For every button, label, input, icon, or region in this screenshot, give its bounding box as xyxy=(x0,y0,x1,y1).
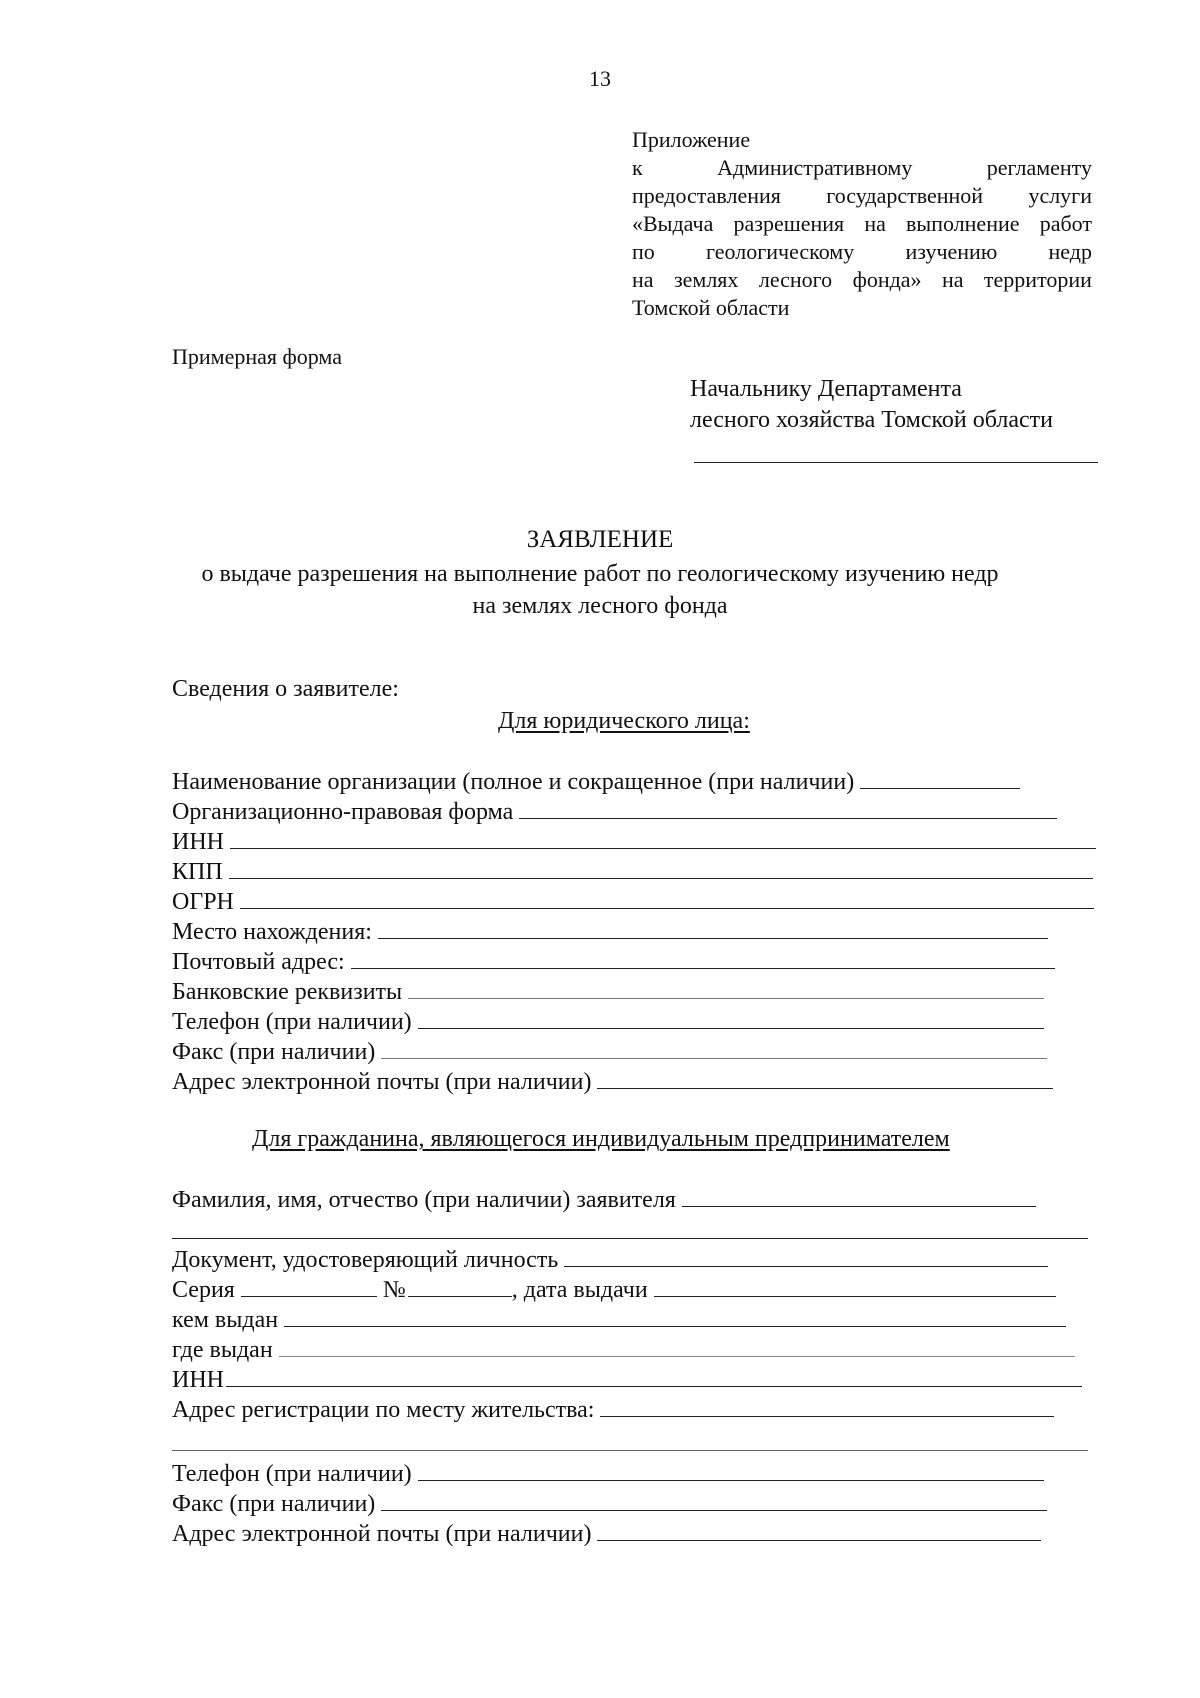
addressee-name-field[interactable] xyxy=(694,462,1098,463)
phone-row xyxy=(172,1008,1044,1036)
appendix-word: землях xyxy=(673,267,739,292)
org-name-field[interactable] xyxy=(860,768,1020,789)
email-label: Адрес электронной почты (при наличии) xyxy=(172,1069,592,1095)
individual-inn-row xyxy=(172,1366,1082,1394)
postal-address-label: Почтовый адрес: xyxy=(172,949,345,975)
full-name-field[interactable] xyxy=(682,1186,1036,1207)
addressee-line-2: лесного хозяйства Томской области xyxy=(690,407,1053,433)
individual-inn-label: ИНН xyxy=(172,1367,224,1393)
fax-label: Факс (при наличии) xyxy=(172,1039,376,1065)
reg-address-field[interactable] xyxy=(600,1396,1054,1417)
appendix-word: геологическому xyxy=(706,239,855,264)
individual-email-row xyxy=(172,1520,1041,1548)
legal-form-row xyxy=(172,798,1057,826)
issued-where-field[interactable] xyxy=(279,1336,1075,1357)
inn-field[interactable] xyxy=(230,828,1096,849)
kpp-row xyxy=(172,858,1093,886)
individual-fax-row xyxy=(172,1490,1047,1518)
appendix-word: по xyxy=(632,239,655,264)
appendix-line-2 xyxy=(632,154,1092,182)
phone-label: Телефон (при наличии) xyxy=(172,1009,412,1035)
appendix-word: Административному xyxy=(717,155,913,180)
appendix-word: «Выдача xyxy=(632,211,714,236)
postal-address-field[interactable] xyxy=(351,948,1055,969)
reg-address-row xyxy=(172,1396,1054,1424)
full-name-label: Фамилия, имя, отчество (при наличии) заявителя xyxy=(172,1187,676,1213)
appendix-word: на xyxy=(941,267,964,292)
passport-series-row xyxy=(172,1276,1056,1304)
email-row xyxy=(172,1068,1053,1096)
inn-row xyxy=(172,828,1096,856)
appendix-word: недр xyxy=(1048,239,1092,264)
bank-details-label: Банковские реквизиты xyxy=(172,979,403,1005)
reg-address-continuation-field[interactable] xyxy=(172,1450,1088,1451)
phone-field[interactable] xyxy=(418,1008,1044,1029)
applicant-info-heading: Сведения о заявителе: xyxy=(172,676,399,702)
appendix-word: услуги xyxy=(1028,183,1092,208)
appendix-word: разрешения xyxy=(733,211,845,236)
org-name-label: Наименование организации (полное и сокращенное (при наличии) xyxy=(172,769,855,795)
fax-row xyxy=(172,1038,1047,1066)
legal-form-field[interactable] xyxy=(519,798,1057,819)
issue-date-label: , дата выдачи xyxy=(511,1277,648,1303)
individual-phone-label: Телефон (при наличии) xyxy=(172,1461,412,1487)
appendix-word: изучению xyxy=(905,239,998,264)
individual-phone-field[interactable] xyxy=(418,1460,1044,1481)
individual-fax-label: Факс (при наличии) xyxy=(172,1491,376,1517)
document-subtitle xyxy=(0,558,1200,622)
kpp-field[interactable] xyxy=(229,858,1093,879)
org-name-row xyxy=(172,768,1020,796)
appendix-word: работ xyxy=(1039,211,1092,236)
appendix-word: лесного xyxy=(758,267,833,292)
addressee-line-1: Начальнику Департамента xyxy=(690,376,962,402)
identity-doc-label: Документ, удостоверяющий личность xyxy=(172,1247,559,1273)
appendix-line-6 xyxy=(632,266,1092,294)
appendix-line-5 xyxy=(632,238,1092,266)
issue-date-field[interactable] xyxy=(654,1276,1056,1297)
page-number: 13 xyxy=(589,66,611,91)
postal-address-row xyxy=(172,948,1055,976)
number-label: № xyxy=(382,1277,406,1303)
issued-by-label: кем выдан xyxy=(172,1307,279,1333)
issued-by-field[interactable] xyxy=(284,1306,1066,1327)
appendix-word: на xyxy=(864,211,886,236)
ogrn-field[interactable] xyxy=(240,888,1094,909)
inn-label: ИНН xyxy=(172,829,224,855)
document-title: ЗАЯВЛЕНИЕ xyxy=(526,526,674,553)
appendix-word: фонда» xyxy=(852,267,922,292)
individual-heading: Для гражданина, являющегося индивидуальным предпринимателем xyxy=(252,1126,950,1152)
appendix-line-7: Томской области xyxy=(632,295,790,320)
appendix-word: государственной xyxy=(826,183,984,208)
identity-doc-row xyxy=(172,1246,1048,1274)
location-row xyxy=(172,918,1048,946)
appendix-word: регламенту xyxy=(986,155,1092,180)
series-field[interactable] xyxy=(241,1276,377,1297)
appendix-word: к xyxy=(632,155,643,180)
legal-form-label: Организационно-правовая форма xyxy=(172,799,514,825)
kpp-label: КПП xyxy=(172,859,223,885)
full-name-continuation-field[interactable] xyxy=(172,1238,1088,1239)
ogrn-row xyxy=(172,888,1094,916)
individual-phone-row xyxy=(172,1460,1044,1488)
appendix-line-1: Приложение xyxy=(632,127,751,152)
subtitle-line-2: на землях лесного фонда xyxy=(472,593,728,619)
appendix-word: выполнение xyxy=(906,211,1020,236)
number-field[interactable] xyxy=(408,1276,512,1297)
bank-details-row xyxy=(172,978,1044,1006)
issued-by-row xyxy=(172,1306,1066,1334)
location-label: Место нахождения: xyxy=(172,919,372,945)
subtitle-line-1: о выдаче разрешения на выполнение работ по геологическому изучению недр xyxy=(201,561,999,587)
sample-form-label: Примерная форма xyxy=(172,344,342,369)
ogrn-label: ОГРН xyxy=(172,889,234,915)
issued-where-label: где выдан xyxy=(172,1337,273,1363)
appendix-block xyxy=(632,126,1092,322)
individual-email-label: Адрес электронной почты (при наличии) xyxy=(172,1521,592,1547)
individual-fax-field[interactable] xyxy=(381,1490,1047,1511)
addressee-block xyxy=(690,374,1053,436)
appendix-word: территории xyxy=(983,267,1092,292)
identity-doc-field[interactable] xyxy=(564,1246,1048,1267)
series-label: Серия xyxy=(172,1277,235,1303)
appendix-word: на xyxy=(632,267,654,292)
reg-address-label: Адрес регистрации по месту жительства: xyxy=(172,1397,595,1423)
full-name-row xyxy=(172,1186,1036,1214)
email-field[interactable] xyxy=(597,1068,1053,1089)
bank-details-field[interactable] xyxy=(408,978,1044,999)
issued-where-row xyxy=(172,1336,1075,1364)
location-field[interactable] xyxy=(378,918,1048,939)
legal-entity-heading: Для юридического лица: xyxy=(498,708,750,734)
appendix-word: предоставления xyxy=(632,183,781,208)
appendix-line-4 xyxy=(632,210,1092,238)
appendix-line-3 xyxy=(632,182,1092,210)
individual-email-field[interactable] xyxy=(597,1520,1041,1541)
fax-field[interactable] xyxy=(381,1038,1047,1059)
individual-inn-field[interactable] xyxy=(226,1366,1082,1387)
